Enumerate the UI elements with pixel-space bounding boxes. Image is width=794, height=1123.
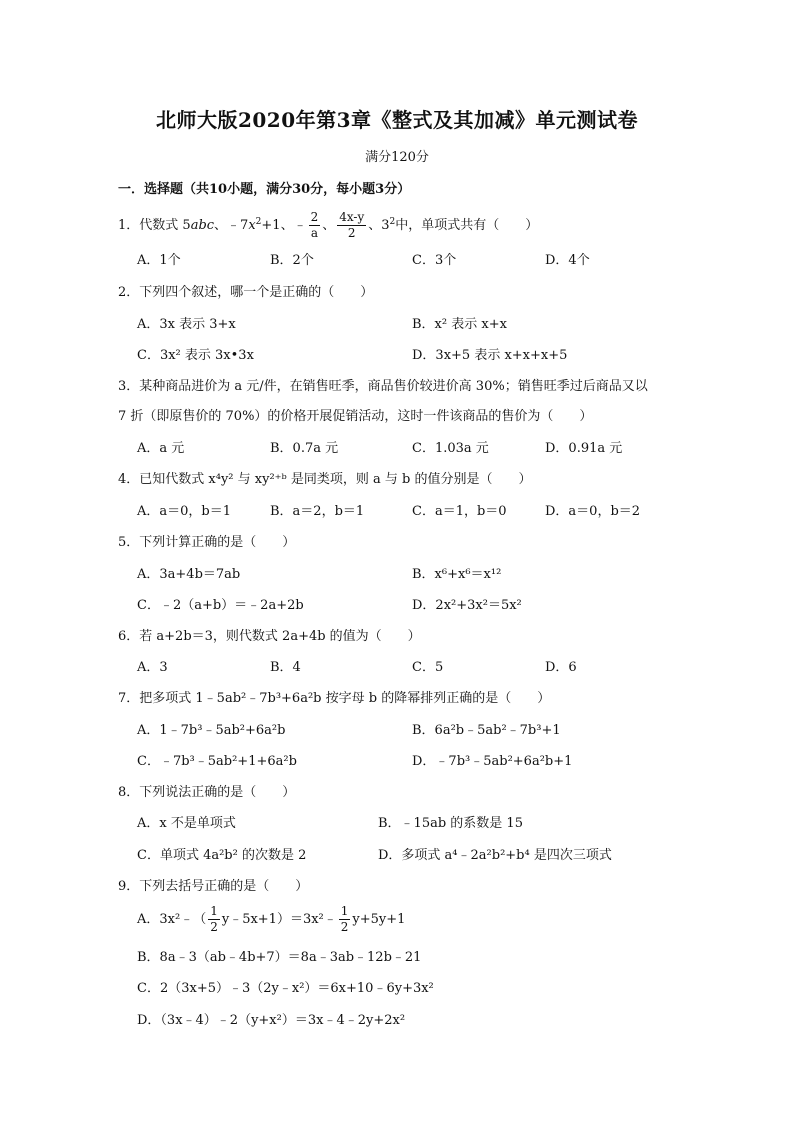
option-c[interactable]: C．3x² 表示 3x•3x — [137, 348, 254, 363]
option-b[interactable]: B．x⁶+x⁶＝x¹² — [412, 567, 502, 582]
option-b[interactable]: B．x² 表示 x+x — [412, 317, 507, 332]
question-5: 5．下列计算正确的是（ ） — [118, 535, 296, 550]
option-d[interactable]: D．﹣7b³﹣5ab²+6a²b+1 — [412, 754, 573, 769]
question-6: 6．若 a+2b＝3，则代数式 2a+4b 的值为（ ） — [118, 629, 421, 644]
question-2: 2．下列四个叙述，哪一个是正确的（ ） — [118, 285, 374, 300]
page-title: 北师大版2020年第3章《整式及其加减》单元测试卷 — [155, 108, 639, 132]
option-a[interactable]: A．a 元 — [137, 441, 185, 456]
option-a[interactable]: A．3 — [137, 660, 168, 675]
question-9-option-d[interactable]: D．（3x﹣4）﹣2（y+x²）＝3x﹣4﹣2y+2x² — [137, 1013, 406, 1028]
option-b[interactable]: B．4 — [270, 660, 301, 675]
option-c[interactable]: C．3个 — [412, 253, 457, 268]
question-7: 7．把多项式 1﹣5ab²﹣7b³+6a²b 按字母 b 的降幂排列正确的是（ ） — [118, 691, 551, 706]
question-9: 9．下列去括号正确的是（ ） — [118, 879, 309, 894]
option-a[interactable]: A．a＝0，b＝1 — [137, 504, 232, 519]
fraction-4x-y-over-2: $\frac{4x-y}{2}$ — [339, 210, 365, 240]
option-d[interactable]: D．2x²+3x²＝5x² — [412, 598, 522, 613]
option-a[interactable]: A．3a+4b＝7ab — [137, 567, 241, 582]
option-b[interactable]: B．6a²b﹣5ab²﹣7b³+1 — [412, 723, 561, 738]
option-b[interactable]: B．﹣15ab 的系数是 15 — [378, 816, 523, 831]
option-a[interactable]: A．x 不是单项式 — [137, 816, 236, 831]
option-d[interactable]: D．a＝0，b＝2 — [545, 504, 641, 519]
question-9-option-a[interactable]: A．3x²﹣（ $\frac{1}{2}$ y﹣5x+1）＝3x²﹣ $\frac{1}{2}$ y+5y+1 — [137, 904, 406, 934]
option-c[interactable]: C．﹣2（a+b）＝﹣2a+2b — [137, 598, 304, 613]
option-b[interactable]: B．a＝2，b＝1 — [270, 504, 365, 519]
question-4: 4．已知代数式 x⁴y² 与 xy²⁺ᵇ 是同类项，则 a 与 b 的值分别是（ ） — [118, 472, 532, 487]
fraction-1-over-2: $\frac{1}{2}$ — [210, 904, 218, 934]
option-c[interactable]: C．5 — [412, 660, 444, 675]
question-8: 8．下列说法正确的是（ ） — [118, 785, 296, 800]
option-d[interactable]: D．6 — [545, 660, 577, 675]
option-a[interactable]: A．1个 — [137, 253, 181, 268]
question-9-option-b[interactable]: B．8a﹣3（ab﹣4b+7）＝8a﹣3ab﹣12b﹣21 — [137, 950, 422, 965]
option-b[interactable]: B．0.7a 元 — [270, 441, 339, 456]
option-c[interactable]: C．单项式 4a²b² 的次数是 2 — [137, 848, 307, 863]
question-9-option-c[interactable]: C．2（3x+5）﹣3（2y﹣x²）＝6x+10﹣6y+3x² — [137, 981, 434, 996]
option-c[interactable]: C．1.03a 元 — [412, 441, 489, 456]
section-heading: 一．选择题（共10小题，满分30分，每小题3分） — [118, 182, 411, 197]
fraction-2-over-a: $\frac{2}{a}$ — [310, 210, 319, 240]
option-b[interactable]: B．2个 — [270, 253, 314, 268]
option-d[interactable]: D．4个 — [545, 253, 590, 268]
option-a[interactable]: A．1﹣7b³﹣5ab²+6a²b — [137, 723, 286, 738]
question-3-line1: 3．某种商品进价为 a 元/件，在销售旺季，商品售价较进价高 30%；销售旺季过后商品又以 — [118, 379, 648, 394]
question-3-line2: 7 折（即原售价的 70%）的价格开展促销活动，这时一件该商品的售价为（ ） — [118, 409, 593, 424]
page-subtitle: 满分120分 — [365, 150, 429, 165]
question-1: 1．代数式 5abc、$﹣7x^2+1$、﹣ $\frac{2}{a}$ 、 $\frac{4x-y}{2}$ 、$3^2$中，单项式共有（ ） — [118, 210, 539, 240]
option-c[interactable]: C．a＝1，b＝0 — [412, 504, 507, 519]
option-a[interactable]: A．3x 表示 3+x — [137, 317, 236, 332]
fraction-1-over-2: $\frac{1}{2}$ — [340, 904, 349, 934]
option-c[interactable]: C．﹣7b³﹣5ab²+1+6a²b — [137, 754, 297, 769]
option-d[interactable]: D．多项式 a⁴﹣2a²b²+b⁴ 是四次三项式 — [378, 848, 612, 863]
option-d[interactable]: D．3x+5 表示 x+x+x+5 — [412, 348, 568, 363]
option-d[interactable]: D．0.91a 元 — [545, 441, 623, 456]
